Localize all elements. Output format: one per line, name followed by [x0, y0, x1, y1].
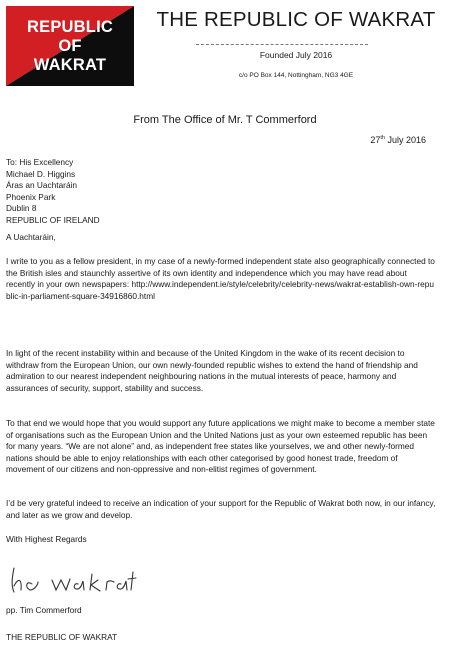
- logo-line-3: WAKRAT: [33, 55, 107, 74]
- date-suffix: th: [380, 135, 385, 141]
- paragraph-3: To that end we would hope that you would support any future applications we might make to become a member state of organisations such as the European Union and the United Nations just as your own esteemed republic has been for many years. “We are not alone” and, as independent free states like yourselves, we and other newly-formed nations should be able to enjoy relationships with each other categorised by good honest trade, freedom of movement of our citizens and non-oppressive and non-elitist regimes of government.: [6, 418, 435, 475]
- news-article-url: http://www.independent.ie/style/celebrity/celebrity-news/wakrat-establish-own-republic-in-parliament-square-34916860.html: [6, 279, 434, 301]
- logo-line-1: REPUBLIC: [27, 17, 113, 36]
- recipient-line: Áras an Uachtaráin: [6, 180, 78, 191]
- closing-line: With Highest Regards: [6, 534, 87, 544]
- republic-logo: [6, 6, 134, 86]
- paragraph-4: I’d be very grateful indeed to receive an indication of your support for the Republic of Wakrat both now, in our infancy, and later as we grow and develop.: [6, 498, 436, 520]
- date-day: 27: [370, 135, 381, 145]
- recipient-block: [6, 157, 436, 227]
- office-line: From The Office of Mr. T Commerford: [133, 114, 317, 126]
- recipient-line: To: His Excellency: [6, 157, 74, 167]
- date-month-year: July 2016: [384, 135, 426, 145]
- paragraph-1-text: I write to you as a fellow president, in my case of a newly-formed independent state also geographically connected to the British isles and staunchly assertive of its own identity and independence which you may have read about recently in your own newspapers:: [6, 256, 435, 290]
- founded-line: Founded July 2016: [259, 50, 333, 60]
- signer-name: pp. Tim Commerford: [6, 605, 82, 615]
- footer-organisation: THE REPUBLIC OF WAKRAT: [6, 632, 118, 642]
- recipient-line: Michael D. Higgins: [6, 168, 76, 179]
- logo-text: [6, 6, 134, 86]
- paragraph-1: [6, 256, 436, 302]
- letterhead-title: THE REPUBLIC OF WAKRAT: [156, 8, 436, 31]
- logo-line-2: OF: [58, 36, 82, 55]
- postal-address: c/o PO Box 144, Nottingham, NG3 4GE: [238, 72, 354, 79]
- letterhead-divider: [196, 44, 368, 45]
- letter-date: [370, 135, 426, 145]
- recipient-line: Phoenix Park: [6, 191, 56, 202]
- paragraph-2: In light of the recent instability within and because of the United Kingdom in the wake of its recent decision to withdraw from the European Union, our own newly-founded republic wishes to extend the hand of friendship and admiration to our nearest independent neighbouring nations in the mutual interests of peace, harmony and assurances of security, support, stability and success.: [6, 348, 418, 393]
- handwritten-signature: [8, 560, 138, 598]
- salutation: A Uachtaráin,: [6, 232, 56, 242]
- recipient-line: Dublin 8: [6, 203, 37, 214]
- recipient-line: REPUBLIC OF IRELAND: [6, 214, 100, 225]
